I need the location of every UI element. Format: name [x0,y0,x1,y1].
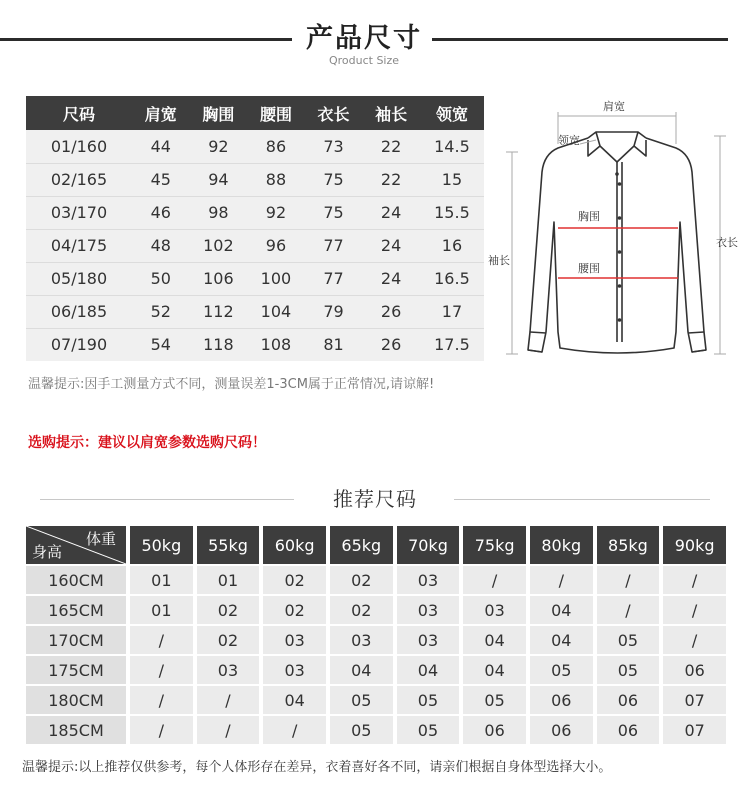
recommended-size-cell: / [130,686,193,714]
recommended-size-cell: 04 [397,656,460,684]
size-col-header: 腰围 [247,96,305,130]
size-value-cell: 108 [247,328,305,361]
size-row [26,130,484,163]
recommended-size-cell: / [130,716,193,744]
recommended-size-cell: / [530,566,593,594]
size-row [26,295,484,328]
shirt-measurement-diagram [488,92,750,384]
size-col-header: 肩宽 [132,96,190,130]
recommend-row [26,716,726,744]
recommended-size-cell: 05 [530,656,593,684]
weight-col-header: 90kg [663,526,726,564]
size-value-cell: 26 [362,328,420,361]
size-value-cell: 77 [305,262,363,295]
size-value-cell: 73 [305,130,363,163]
recommended-size-cell: 04 [463,656,526,684]
header-rule-right [432,38,728,41]
recommended-size-cell: 05 [397,716,460,744]
size-value-cell: 24 [362,229,420,262]
size-value-cell: 88 [247,163,305,196]
size-value-cell: 14.5 [420,130,484,163]
corner-weight-label: 体重 [85,530,116,548]
shirt-buttons [615,172,621,322]
size-table [26,96,484,361]
label-collar: 领宽 [558,134,580,147]
size-value-cell: 92 [190,130,248,163]
size-value-cell: 100 [247,262,305,295]
size-col-header: 袖长 [362,96,420,130]
label-shoulder: 肩宽 [603,100,625,113]
size-value-cell: 15.5 [420,196,484,229]
recommend-rule-left [40,499,294,500]
size-code-cell: 05/180 [26,262,132,295]
recommended-size-cell: 05 [397,686,460,714]
size-value-cell: 50 [132,262,190,295]
recommended-size-cell: 02 [330,596,393,624]
height-row-header: 175CM [26,656,126,684]
recommended-size-cell: / [197,686,260,714]
size-value-cell: 16.5 [420,262,484,295]
recommended-size-cell: 07 [663,716,726,744]
recommended-size-cell: 02 [197,626,260,654]
size-value-cell: 86 [247,130,305,163]
recommended-size-cell: 03 [463,596,526,624]
weight-col-header: 85kg [597,526,660,564]
recommended-size-cell: 03 [263,656,326,684]
size-value-cell: 75 [305,196,363,229]
recommended-size-cell: / [663,626,726,654]
size-value-cell: 52 [132,295,190,328]
label-length: 衣长 [716,236,738,249]
recommended-size-cell: 04 [263,686,326,714]
shirt-outline [528,132,706,353]
size-row [26,196,484,229]
measurement-note: 温馨提示:因手工测量方式不同，测量误差1-3CM属于正常情况,请谅解! [28,377,435,392]
size-value-cell: 98 [190,196,248,229]
recommend-header-row [26,526,726,564]
recommended-size-cell: 06 [663,656,726,684]
size-value-cell: 102 [190,229,248,262]
recommended-size-cell: / [463,566,526,594]
recommended-size-cell: 03 [197,656,260,684]
recommended-size-cell: / [197,716,260,744]
recommended-size-cell: 02 [197,596,260,624]
size-row [26,328,484,361]
size-value-cell: 81 [305,328,363,361]
recommend-table [22,524,730,746]
size-value-cell: 17.5 [420,328,484,361]
weight-col-header: 65kg [330,526,393,564]
size-code-cell: 01/160 [26,130,132,163]
size-code-cell: 04/175 [26,229,132,262]
recommended-size-cell: 04 [330,656,393,684]
size-value-cell: 22 [362,163,420,196]
size-value-cell: 44 [132,130,190,163]
recommend-title: 推荐尺码 [333,487,417,511]
height-row-header: 180CM [26,686,126,714]
size-value-cell: 22 [362,130,420,163]
size-code-cell: 07/190 [26,328,132,361]
size-value-cell: 94 [190,163,248,196]
recommended-size-cell: 03 [397,626,460,654]
recommended-size-cell: 01 [130,566,193,594]
recommended-size-cell: 03 [330,626,393,654]
recommended-size-cell: 06 [597,716,660,744]
corner-height-label: 身高 [32,543,63,561]
recommended-size-cell: 06 [463,716,526,744]
weight-col-header: 75kg [463,526,526,564]
size-value-cell: 45 [132,163,190,196]
recommended-size-cell: 06 [530,716,593,744]
size-value-cell: 16 [420,229,484,262]
recommended-size-cell: 06 [530,686,593,714]
height-row-header: 165CM [26,596,126,624]
size-row [26,163,484,196]
recommend-row [26,686,726,714]
size-col-header: 尺码 [26,96,132,130]
recommended-size-cell: 04 [463,626,526,654]
recommended-size-cell: 06 [597,686,660,714]
recommend-header [0,484,750,516]
weight-col-header: 60kg [263,526,326,564]
size-value-cell: 96 [247,229,305,262]
product-size-header [0,14,750,70]
size-value-cell: 24 [362,196,420,229]
recommend-note: 温馨提示:以上推荐仅供参考，每个人体形存在差异，衣着喜好各不同，请亲们根据自身体型选择大小。 [22,760,612,775]
recommended-size-cell: / [663,566,726,594]
label-sleeve: 袖长 [488,254,510,267]
recommended-size-cell: 02 [330,566,393,594]
recommended-size-cell: 05 [597,656,660,684]
recommended-size-cell: 04 [530,626,593,654]
size-value-cell: 118 [190,328,248,361]
size-col-header: 衣长 [305,96,363,130]
size-col-header: 领宽 [420,96,484,130]
purchase-tip: 选购提示：建议以肩宽参数选购尺码！ [28,435,266,451]
recommended-size-cell: / [130,626,193,654]
height-row-header: 160CM [26,566,126,594]
size-value-cell: 92 [247,196,305,229]
weight-col-header: 55kg [197,526,260,564]
diagram-labels [488,99,738,275]
weight-col-header: 80kg [530,526,593,564]
recommend-row [26,656,726,684]
recommended-size-cell: 03 [397,566,460,594]
size-value-cell: 46 [132,196,190,229]
size-row [26,229,484,262]
size-code-cell: 06/185 [26,295,132,328]
weight-col-header: 50kg [130,526,193,564]
page-subtitle: Qroduct Size [328,54,400,67]
size-value-cell: 77 [305,229,363,262]
recommended-size-cell: 02 [263,596,326,624]
recommended-size-cell: / [597,596,660,624]
weight-col-header: 70kg [397,526,460,564]
height-row-header: 185CM [26,716,126,744]
measure-lines [558,228,678,278]
size-col-header: 胸围 [190,96,248,130]
recommended-size-cell: 05 [330,716,393,744]
recommended-size-cell: 05 [463,686,526,714]
recommended-size-cell: 07 [663,686,726,714]
size-row [26,262,484,295]
header-rule-left [0,38,292,41]
size-value-cell: 106 [190,262,248,295]
corner-cell [26,526,126,564]
recommended-size-cell: 01 [197,566,260,594]
size-code-cell: 03/170 [26,196,132,229]
label-waist: 腰围 [578,262,600,275]
size-value-cell: 104 [247,295,305,328]
page-title: 产品尺寸 [306,23,422,54]
recommended-size-cell: 01 [130,596,193,624]
recommend-rule-right [454,499,710,500]
recommend-row [26,566,726,594]
size-table-header-row [26,96,484,130]
recommended-size-cell: 03 [397,596,460,624]
size-code-cell: 02/165 [26,163,132,196]
recommend-row [26,596,726,624]
size-value-cell: 15 [420,163,484,196]
size-value-cell: 112 [190,295,248,328]
recommended-size-cell: 03 [263,626,326,654]
recommended-size-cell: / [663,596,726,624]
label-chest: 胸围 [578,210,600,223]
recommended-size-cell: / [263,716,326,744]
recommended-size-cell: 05 [597,626,660,654]
recommended-size-cell: 02 [263,566,326,594]
recommended-size-cell: / [130,656,193,684]
size-value-cell: 75 [305,163,363,196]
size-value-cell: 48 [132,229,190,262]
recommended-size-cell: / [597,566,660,594]
size-value-cell: 79 [305,295,363,328]
size-value-cell: 54 [132,328,190,361]
size-value-cell: 26 [362,295,420,328]
recommend-row [26,626,726,654]
height-row-header: 170CM [26,626,126,654]
size-value-cell: 17 [420,295,484,328]
recommended-size-cell: 04 [530,596,593,624]
size-value-cell: 24 [362,262,420,295]
guide-lines [506,112,726,354]
recommended-size-cell: 05 [330,686,393,714]
